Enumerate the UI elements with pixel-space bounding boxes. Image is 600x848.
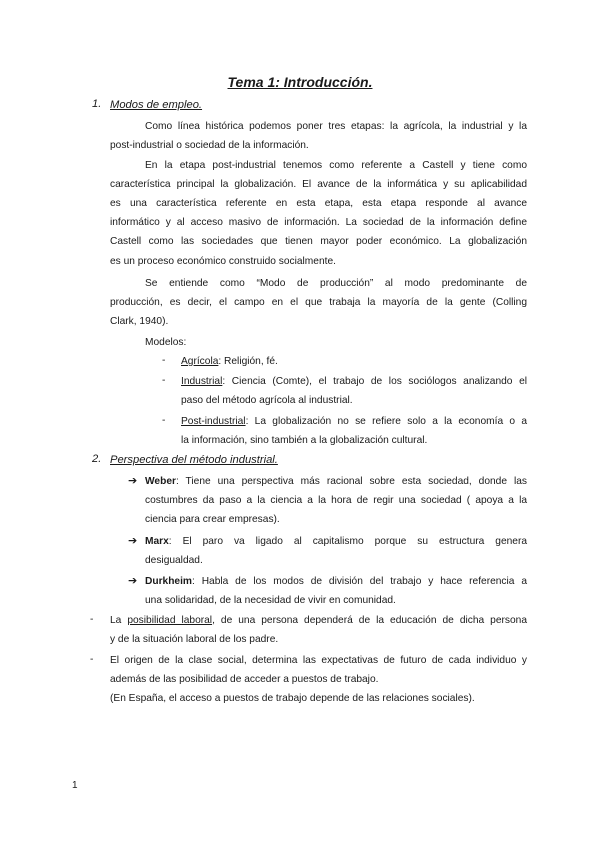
paragraph-line: producción, es decir, el campo en el que trabaja la mayoría de la gente (Colling xyxy=(110,297,527,308)
author-item-durkheim xyxy=(145,575,527,589)
section-2-number: 2. xyxy=(92,453,102,465)
paragraph-line: Castell como las sociedades que tienen mayor poder económico. La globalización xyxy=(110,236,527,247)
dash-bullet: - xyxy=(90,654,94,665)
author-name: Durkheim xyxy=(145,576,192,587)
model-term: Industrial xyxy=(181,376,223,387)
model-description: : La globalización no se refiere solo a la economía o a xyxy=(245,416,527,427)
bullet-term: posibilidad laboral xyxy=(127,615,213,626)
author-item-weber xyxy=(145,475,527,489)
paragraph-line: Como línea histórica podemos poner tres etapas: la agrícola, la industrial y la xyxy=(145,121,527,132)
model-term: Agrícola xyxy=(181,356,219,367)
bullet-item xyxy=(110,614,527,628)
bullet-text-cont: y de la situación laboral de los padre. xyxy=(110,634,279,645)
author-description-cont: una solidaridad, de la necesidad de vivir en comunidad. xyxy=(145,595,396,606)
section-1-heading: Modos de empleo. xyxy=(110,99,203,111)
page-number: 1 xyxy=(72,780,78,791)
models-label: Modelos: xyxy=(145,337,187,348)
bullet-text-cont: (En España, el acceso a puestos de trabajo depende de las relaciones sociales). xyxy=(110,693,475,704)
arrow-right-icon: ➔ xyxy=(128,535,138,547)
author-description-cont: ciencia para crear empresas). xyxy=(145,514,280,525)
author-description-cont: costumbres da paso a la ciencia a la hora de regir una sociedad ( apoya a la xyxy=(145,495,527,506)
bullet-text: , de una persona dependerá de la educación de dicha persona xyxy=(212,615,527,626)
dash-bullet: - xyxy=(90,614,94,625)
arrow-right-icon: ➔ xyxy=(128,575,138,587)
model-item-industrial xyxy=(181,375,527,389)
paragraph-line: Se entiende como “Modo de producción” al modo predominante de xyxy=(145,278,527,289)
bullet-text-cont: además de las posibilidad de acceder a puestos de trabajo. xyxy=(110,674,379,685)
model-item-agricola xyxy=(181,355,278,369)
arrow-right-icon: ➔ xyxy=(128,475,138,487)
model-term: Post-industrial xyxy=(181,416,246,427)
page-title: Tema 1: Introducción. xyxy=(227,74,373,90)
dash-bullet: - xyxy=(162,415,166,426)
model-description: : Religión, fé. xyxy=(218,356,278,367)
model-description-cont: paso del método agrícola al industrial. xyxy=(181,395,353,406)
bullet-item: El origen de la clase social, determina las expectativas de futuro de cada individuo y xyxy=(110,655,527,666)
paragraph-line: es una característica referente en esta etapa, esta etapa responde al avance xyxy=(110,198,527,209)
model-description-cont: la información, sino también a la globalización cultural. xyxy=(181,435,428,446)
section-1-number: 1. xyxy=(92,98,102,110)
author-description-cont: desigualdad. xyxy=(145,555,203,566)
dash-bullet: - xyxy=(162,375,166,386)
author-description: : El paro va ligado al capitalismo porque su estructura genera xyxy=(168,536,527,547)
paragraph-line: post-industrial o sociedad de la información. xyxy=(110,140,309,151)
paragraph-line: Clark, 1940). xyxy=(110,316,169,327)
paragraph-line: es un proceso económico construido socialmente. xyxy=(110,256,336,267)
section-2-heading: Perspectiva del método industrial. xyxy=(110,454,278,466)
bullet-prefix: La xyxy=(110,615,128,626)
model-item-postindustrial xyxy=(181,415,527,429)
author-name: Weber xyxy=(145,476,176,487)
paragraph-line: En la etapa post-industrial tenemos como referente a Castell y tiene como xyxy=(145,160,527,171)
author-item-marx xyxy=(145,535,527,549)
author-description: : Tiene una perspectiva más racional sobre esta sociedad, donde las xyxy=(175,476,527,487)
author-name: Marx xyxy=(145,536,169,547)
dash-bullet: - xyxy=(162,355,166,366)
paragraph-line: informático y al acceso masivo de información. La sociedad de la información define xyxy=(110,217,527,228)
author-description: : Habla de los modos de división del trabajo y hace referencia a xyxy=(192,576,527,587)
model-description: : Ciencia (Comte), el trabajo de los sociólogos analizando el xyxy=(222,376,527,387)
paragraph-line: característica principal la globalización. El avance de la informática y su aplicabilidad xyxy=(110,179,527,190)
